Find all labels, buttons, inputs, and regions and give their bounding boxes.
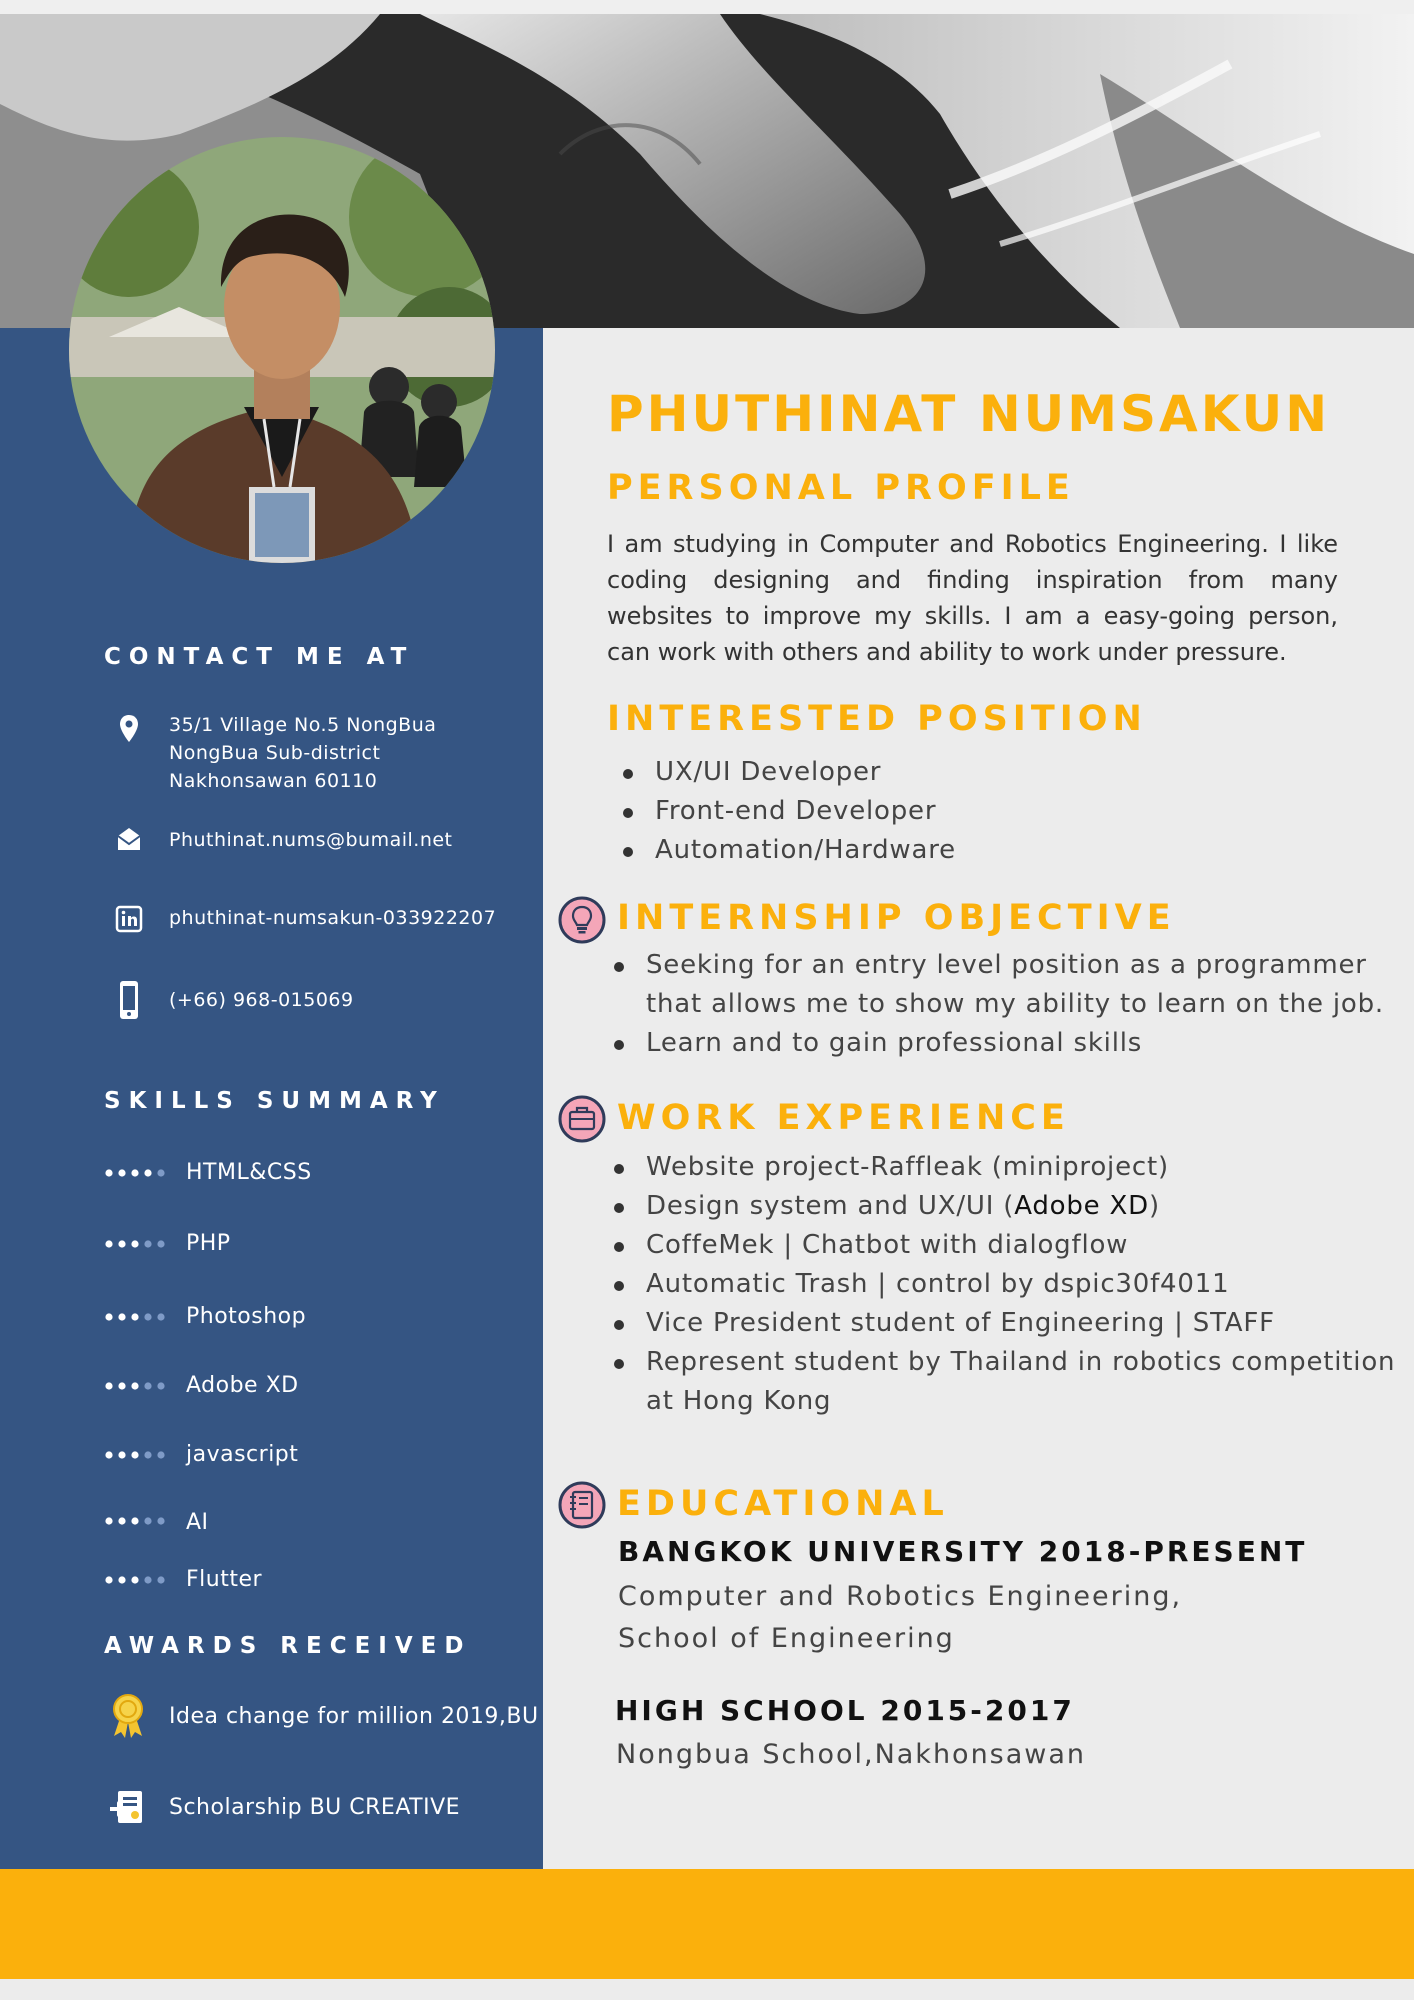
phone-text[interactable]: (+66) 968-015069 — [169, 989, 354, 1011]
interested-heading: INTERESTED POSITION — [607, 699, 1147, 739]
rating-dot-empty — [144, 1382, 151, 1389]
rating-dot-empty — [157, 1313, 164, 1320]
skills-heading: SKILLS SUMMARY — [104, 1088, 445, 1114]
envelope-icon — [112, 822, 146, 856]
profile-photo — [69, 137, 495, 563]
avatar — [69, 137, 495, 563]
skill-label: Flutter — [186, 1567, 263, 1592]
address-line: Nakhonsawan 60110 — [169, 770, 378, 792]
rating-dot-filled — [118, 1517, 125, 1524]
contact-heading: CONTACT ME AT — [104, 644, 415, 670]
skill-label: javascript — [186, 1442, 299, 1467]
rating-dot-empty — [157, 1451, 164, 1458]
rating-dot-filled — [131, 1451, 138, 1458]
list-item-text: Design system and UX/UI ( — [646, 1191, 1015, 1221]
page-top-strip — [0, 0, 1414, 14]
rating-dot-empty — [157, 1517, 164, 1524]
candidate-name: PHUTHINAT NUMSAKUN — [607, 385, 1331, 443]
highschool-title: HIGH SCHOOL 2015-2017 — [615, 1694, 1075, 1727]
phone-icon — [112, 979, 146, 1021]
education-line: School of Engineering — [618, 1623, 955, 1654]
rating-dot-empty — [144, 1240, 151, 1247]
briefcase-icon — [557, 1094, 607, 1144]
skill-rating — [104, 1312, 174, 1322]
skill-label: Adobe XD — [186, 1373, 299, 1398]
rating-dot-filled — [118, 1451, 125, 1458]
skill-label: Photoshop — [186, 1304, 307, 1329]
notebook-icon — [557, 1480, 607, 1530]
lightbulb-icon — [557, 895, 607, 945]
address-line: 35/1 Village No.5 NongBua — [169, 714, 437, 736]
location-pin-icon — [112, 712, 146, 746]
awards-heading: AWARDS RECEIVED — [104, 1633, 472, 1659]
skill-rating — [104, 1168, 174, 1178]
rating-dot-filled — [131, 1517, 138, 1524]
internship-list — [608, 946, 1388, 1063]
list-item: Represent student by Thailand in robotics competition at Hong Kong — [608, 1343, 1398, 1421]
rating-dot-filled — [131, 1382, 138, 1389]
list-item: Automatic Trash | control by dspic30f4011 — [608, 1265, 1398, 1304]
skill-rating — [104, 1239, 174, 1249]
skill-rating — [104, 1450, 174, 1460]
education-line: Computer and Robotics Engineering, — [618, 1581, 1183, 1612]
page-bottom-strip — [0, 1979, 1414, 2000]
rating-dot-empty — [157, 1382, 164, 1389]
rating-dot-filled — [118, 1576, 125, 1583]
list-item: CoffeMek | Chatbot with dialogflow — [608, 1226, 1398, 1265]
list-item: Automation/Hardware — [617, 831, 956, 870]
skill-label: AI — [186, 1510, 209, 1535]
rating-dot-filled — [105, 1517, 112, 1524]
rating-dot-filled — [118, 1313, 125, 1320]
rating-dot-filled — [118, 1240, 125, 1247]
rating-dot-filled — [131, 1313, 138, 1320]
award-label: Scholarship BU CREATIVE — [169, 1795, 461, 1820]
address-line: NongBua Sub-district — [169, 742, 381, 764]
work-heading: WORK EXPERIENCE — [617, 1098, 1070, 1138]
list-item: Front-end Developer — [617, 792, 956, 831]
list-item — [608, 1187, 1398, 1226]
education-heading: EDUCATIONAL — [617, 1484, 949, 1524]
footer-bar — [0, 1869, 1414, 1979]
skill-rating — [104, 1381, 174, 1391]
list-item: UX/UI Developer — [617, 753, 956, 792]
rating-dot-filled — [105, 1382, 112, 1389]
linkedin-icon — [112, 902, 146, 936]
rating-dot-filled — [144, 1169, 151, 1176]
profile-text: I am studying in Computer and Robotics Engineering. I like coding designing and finding inspiration from many websites to improve my skills. I am a easy-going person, can work with others and ability to work under pressure. — [607, 530, 1338, 666]
certificate-icon — [108, 1787, 148, 1827]
rating-dot-filled — [105, 1451, 112, 1458]
rating-dot-empty — [157, 1576, 164, 1583]
rating-dot-filled — [118, 1169, 125, 1176]
list-item: Website project-Raffleak (miniproject) — [608, 1148, 1398, 1187]
rating-dot-filled — [105, 1169, 112, 1176]
university-title: BANGKOK UNIVERSITY 2018-PRESENT — [618, 1535, 1308, 1568]
medal-icon — [108, 1692, 148, 1738]
profile-heading: PERSONAL PROFILE — [607, 468, 1075, 508]
rating-dot-filled — [105, 1240, 112, 1247]
list-item: Learn and to gain professional skills — [608, 1024, 1388, 1063]
list-item-text: ) — [1148, 1191, 1160, 1221]
rating-dot-filled — [131, 1169, 138, 1176]
list-item: Seeking for an entry level position as a programmer that allows me to show my ability to learn on the job. — [608, 946, 1388, 1024]
skill-rating — [104, 1575, 174, 1585]
rating-dot-filled — [105, 1313, 112, 1320]
award-label: Idea change for million 2019,BU — [169, 1704, 539, 1729]
rating-dot-filled — [131, 1576, 138, 1583]
work-list — [608, 1148, 1398, 1421]
rating-dot-empty — [157, 1169, 164, 1176]
skill-label: PHP — [186, 1231, 231, 1256]
rating-dot-filled — [118, 1382, 125, 1389]
education-line: Nongbua School,Nakhonsawan — [616, 1739, 1087, 1770]
interested-list — [617, 753, 956, 870]
rating-dot-filled — [105, 1576, 112, 1583]
highschool-details — [616, 1734, 1086, 1776]
list-item: Vice President student of Engineering | STAFF — [608, 1304, 1398, 1343]
rating-dot-empty — [144, 1517, 151, 1524]
rating-dot-empty — [144, 1313, 151, 1320]
university-details — [618, 1576, 1182, 1660]
rating-dot-empty — [144, 1576, 151, 1583]
rating-dot-empty — [144, 1451, 151, 1458]
internship-heading: INTERNSHIP OBJECTIVE — [617, 898, 1176, 938]
linkedin-text[interactable]: phuthinat-numsakun-033922207 — [169, 907, 497, 929]
rating-dot-empty — [157, 1240, 164, 1247]
address — [169, 711, 436, 795]
skill-rating — [104, 1516, 174, 1526]
highlight-text: Adobe XD — [1014, 1191, 1149, 1221]
skill-label: HTML&CSS — [186, 1160, 312, 1185]
rating-dot-filled — [131, 1240, 138, 1247]
email-text[interactable]: Phuthinat.nums@bumail.net — [169, 829, 453, 851]
